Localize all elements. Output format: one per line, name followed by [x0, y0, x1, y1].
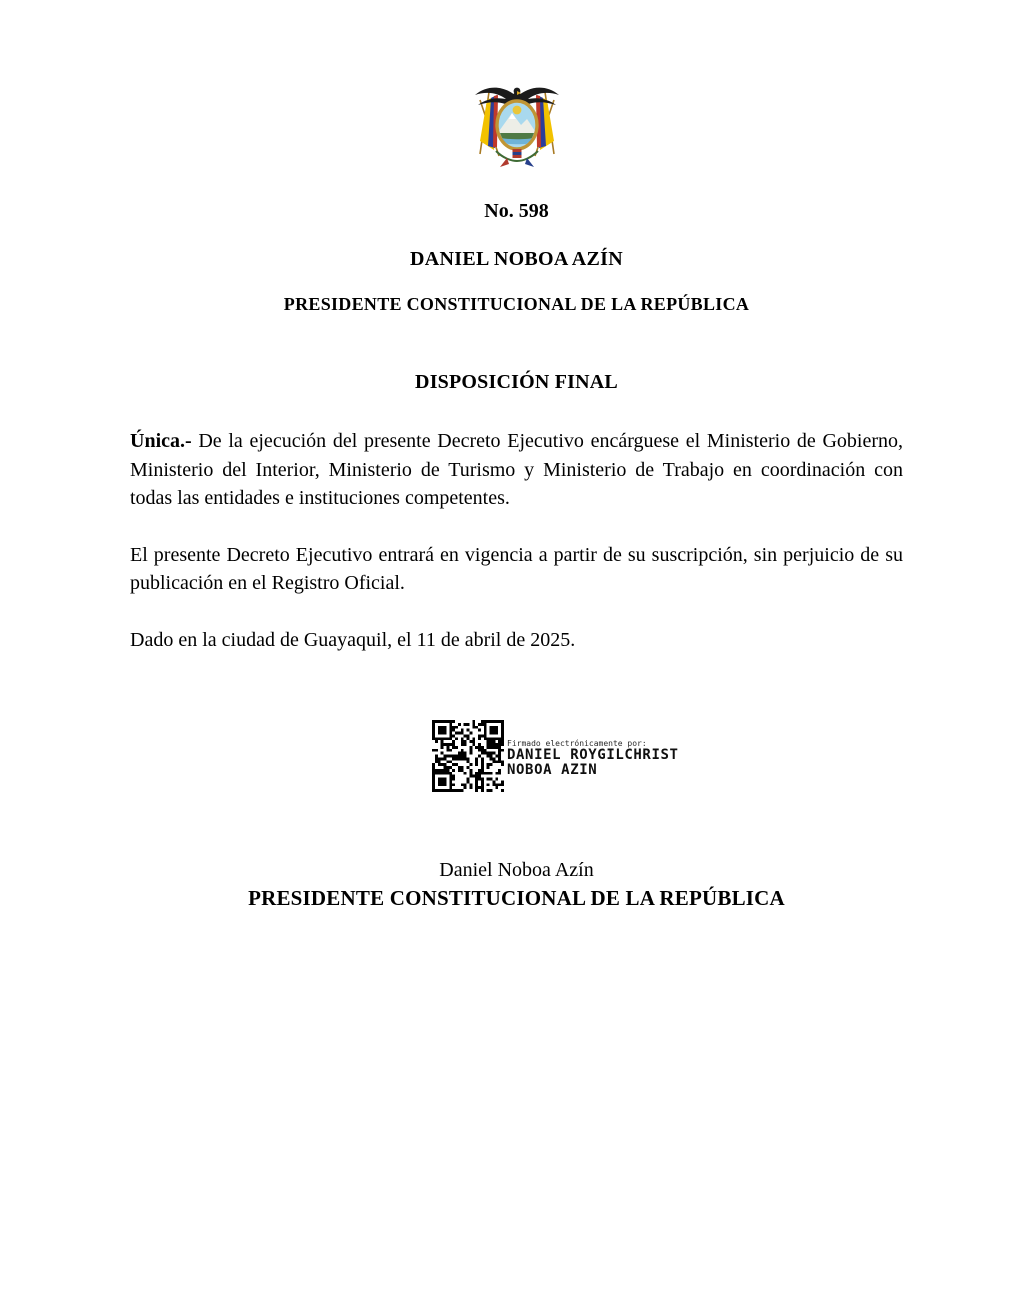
- stamp-signer-first-names: DANIEL ROYGILCHRIST: [507, 747, 679, 763]
- paragraph-unica: [130, 427, 903, 513]
- signer-title: PRESIDENTE CONSTITUCIONAL DE LA REPÚBLICA: [248, 886, 785, 910]
- section-heading: DISPOSICIÓN FINAL: [415, 371, 618, 393]
- signature-block: [130, 856, 903, 912]
- author-title: PRESIDENTE CONSTITUCIONAL DE LA REPÚBLICA: [283, 294, 750, 314]
- unica-label: Única.-: [130, 430, 192, 452]
- stamp-signed-electronically-label: Firmado electrónicamente por:: [507, 739, 647, 748]
- qr-code-icon: [432, 720, 504, 792]
- paragraph-dateline: Dado en la ciudad de Guayaquil, el 11 de abril de 2025.: [130, 628, 576, 651]
- stamp-signer-last-names: NOBOA AZIN: [507, 761, 598, 778]
- electronic-signature-stamp: [432, 720, 903, 792]
- signer-name: Daniel Noboa Azín: [439, 859, 594, 881]
- decree-number: No. 598: [484, 200, 549, 222]
- paragraph-effectiveness: El presente Decreto Ejecutivo entrará en vigencia a partir de su suscripción, sin perjuicio de su publicación en el Registro Oficial.: [130, 543, 903, 594]
- unica-body-text: De la ejecución del presente Decreto Ejecutivo encárguese el Ministerio de Gobierno, Ministerio del Interior, Ministerio de Turismo y Ministerio de Trabajo en coordinación con todas las entidades e instituciones competentes.: [130, 430, 903, 509]
- ecuador-coat-of-arms-icon: [467, 82, 567, 168]
- author-name: DANIEL NOBOA AZÍN: [410, 248, 623, 270]
- signature-stamp-text: [507, 739, 679, 777]
